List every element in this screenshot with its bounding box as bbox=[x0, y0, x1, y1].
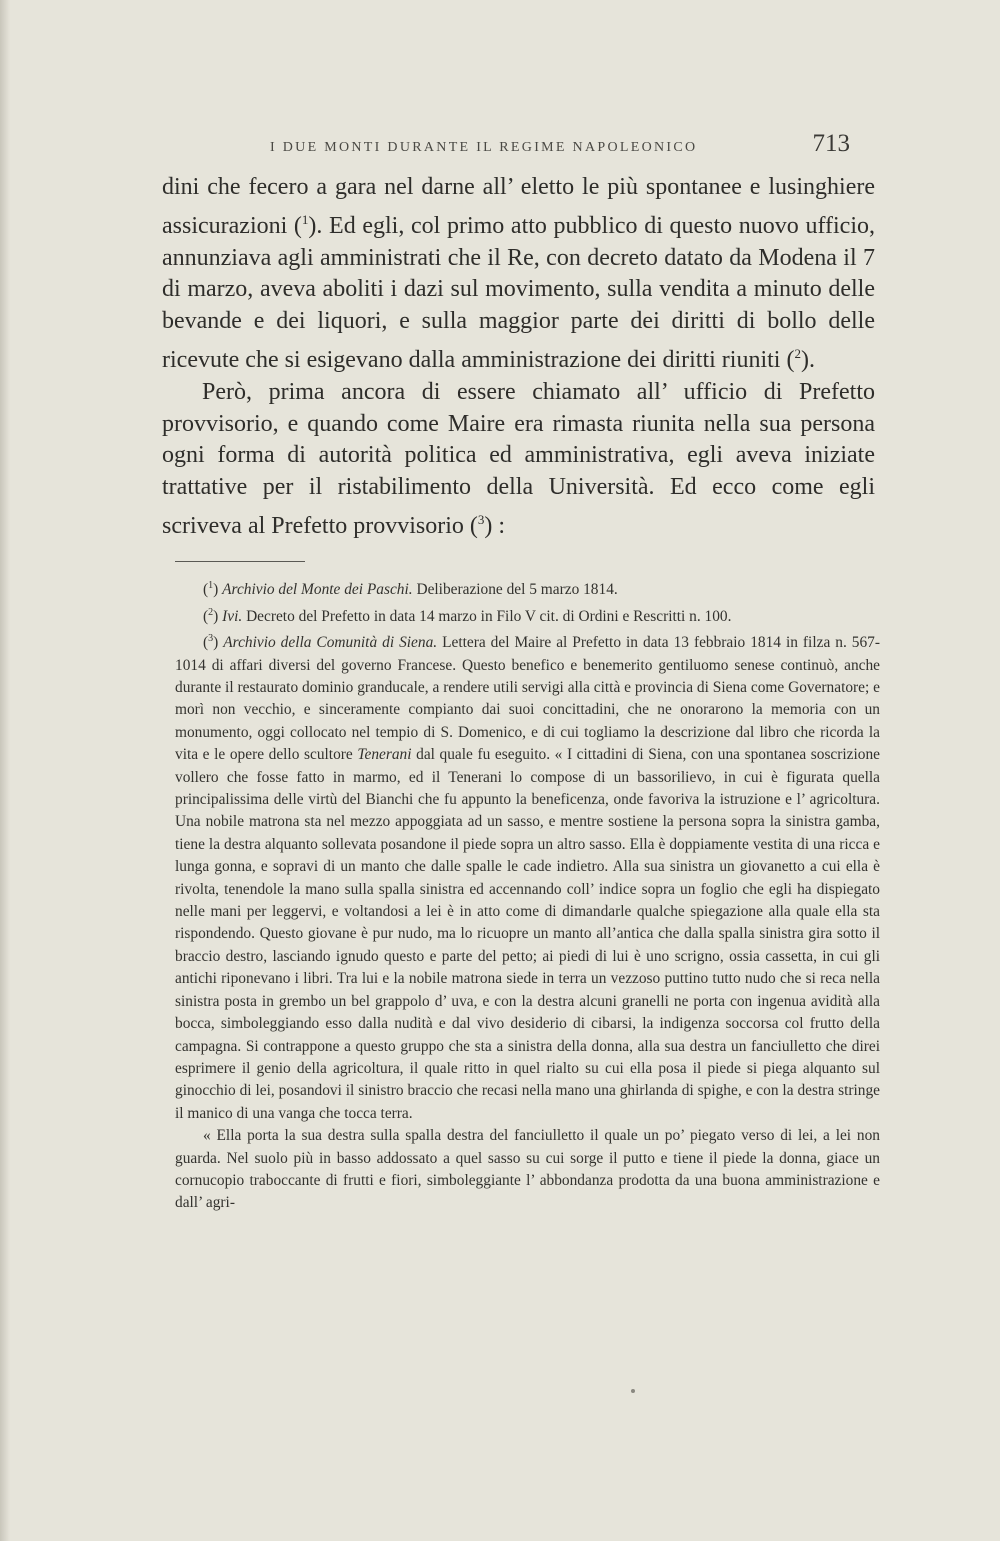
footnote-1: ($^1$) Archivio del Monte dei Paschi. Deliberazione del 5 marzo 1814. bbox=[203, 580, 618, 599]
footnote-3-text-a: Lettera del Maire al Prefetto in data 13 febbraio 1814 in filza n. 567-1014 di affari diversi del governo Francese. Questo benefico e benemerito gentiluomo senese continuò, anche durante il restaurato dominio granducale, a rendere utili servigi alla città e provincia di Siena come Governatore; e morì non vecchio, e sinceramente compianto dai suoi concittadini, che ne onorarono la memoria con un monumento, oggi collocato nel tempio di S. Domenico, e di cui togliamo la descrizione dal libro che ricorda la vita e le opere dello scultore bbox=[175, 634, 880, 764]
footnote-1-source: Archivio del Monte dei Paschi. bbox=[222, 581, 413, 599]
footnotes bbox=[175, 575, 880, 1215]
paragraph-1-part-a: dini che fecero a gara nel darne all’ eletto le più spontanee e lusinghiere assicurazioni ( bbox=[162, 174, 875, 239]
paper-speck bbox=[631, 1389, 635, 1393]
paragraph-1-part-c: ). bbox=[800, 346, 815, 373]
paragraph-2-part-b: ) : bbox=[484, 512, 506, 539]
paragraph-2 bbox=[162, 377, 875, 543]
footnote-ref-3: 3 bbox=[477, 511, 485, 527]
page-number: 713 bbox=[812, 130, 850, 157]
page-header bbox=[160, 128, 900, 168]
paragraph-2-part-a: Però, prima ancora di essere chiamato all’ ufficio di Prefetto provvisorio, e quando come Maire era rimasta riunita nella sua persona ogni forma di autorità politica ed amministrativa, egli aveva iniziate trattative per il ristabilimento della Università. Ed ecco come egli scriveva al Prefetto provvisorio ( bbox=[162, 378, 875, 539]
running-title: I DUE MONTI DURANTE IL REGIME NAPOLEONICO bbox=[270, 140, 698, 155]
page-binding-edge bbox=[0, 0, 10, 1541]
paragraph-1 bbox=[162, 172, 875, 377]
footnote-3-sculptor: Tenerani bbox=[357, 746, 412, 764]
footnote-2-text: Decreto del Prefetto in data 14 marzo in Filo V cit. di Ordini e Rescritti n. 100. bbox=[242, 607, 732, 625]
footnote-3-text-b: dal quale fu eseguito. « I cittadini di Siena, con una spontanea soscrizione vollero che fosse fatto in marmo, ed il Tenerani lo compose di un bassorilievo, in cui è figurata quella principalissima delle virtù del Bianchi che fu appunto la beneficenza, onde favoriva la istruzione e l’ agricoltura. Una nobile matrona sta nel mezzo appoggiata ad un sasso, e mentre sostiene la persona sopra la sinistra gamba, tiene la destra alquanto sollevata posandone il piede sopra un altro sasso. Ella è doppiamente vestita di una ricca e lunga gonna, e sopravi di un manto che dalle spalle le cade indietro. Alla sua sinistra un giovanetto a cui ella è rivolta, tenendole la mano sulla spalla sinistra ed accennando coll’ indice sopra un foglio che egli ha dispiegato nelle mani per leggervi, e voltandosi a lei è in atto come di dimandarle qualche spiegazione alla quale ella sta rispondendo. Questo giovane è pur nudo, ma lo ricuopre un manto all’antica che dalla spalla sinistra gira sotto il braccio destro, lasciando ignudo questo e parte del petto; ai piedi di lui è uno scrigno, ossia cassetta, in cui gli antichi riponevano i libri. Tra lui e la nobile matrona siede in terra un vezzoso puttino tutto nudo che si reca nella sinistra posta in grembo un bel grappolo d’ uva, e con la destra alcuni granelli ne porta con ingenua avidità alla bocca, simboleggiando esso dalla nudità e dal vivo desiderio di cibarsi, la indigenza soccorsa col frutto della campagna. Si contrappone a questo gruppo che sta a sinistra della donna, alla sua destra un fanciulletto che direi esprimere il genio della agricoltura, il quale ritto in quel rialto su cui ella posa il piede si piega alquanto sul ginocchio di lei, posandovi il sinistro braccio che recasi nella mano una ghirlanda di spighe, e con la destra stringe il manico di una vanga che tocca terra. bbox=[175, 746, 880, 1122]
footnote-1-text: Deliberazione del 5 marzo 1814. bbox=[412, 581, 618, 599]
footnote-3: ($^3$) Archivio della Comunità di Siena. Lettera del Maire al Prefetto in data 13 febbraio 1814 in filza n. 567-1014 di affari diversi del governo Francese. Questo benefico e benemerito gentiluomo senese continuò, anche durante il restaurato dominio granducale, a rendere utili servigi alla città e provincia di Siena come Governatore; e morì non vecchio, e sinceramente compianto dai suoi concittadini, che ne onorarono la memoria con un monumento, oggi collocato nel tempio di S. Domenico, e di cui togliamo la descrizione dal libro che ricorda la vita e le opere dello scultore Tenerani dal quale fu eseguito. « I cittadini di Siena, con una spontanea soscrizione vollero che fosse fatto in marmo, ed il Tenerani lo compose di un bassorilievo, in cui è figurata quella principalissima delle virtù del Bianchi che fu appunto la beneficenza, onde favoriva la istruzione e l’ agricoltura. Una nobile matrona sta nel mezzo appoggiata ad un sasso, e mentre sostiene la persona sopra la sinistra gamba, tiene la destra alquanto sollevata posandone il piede sopra un altro sasso. Ella è doppiamente vestita di una ricca e lunga gonna, e sopravi di un manto che dalle spalle le cade indietro. Alla sua sinistra un giovanetto a cui ella è rivolta, tenendole la mano sulla spalla sinistra ed accennando coll’ indice sopra un foglio che egli ha dispiegato nelle mani per leggervi, e voltandosi a lei è in atto come di dimandarle qualche spiegazione alla quale ella sta rispondendo. Questo giovane è pur nudo, ma lo ricuopre un manto all’antica che dalla spalla sinistra gira sotto il braccio destro, lasciando ignudo questo e parte del petto; ai piedi di lui è uno scrigno, ossia cassetta, in cui gli antichi riponevano i libri. Tra lui e la nobile matrona siede in terra un vezzoso puttino tutto nudo che si reca nella sinistra posta in grembo un bel grappolo d’ uva, e con la destra alcuni granelli ne porta con ingenua avidità alla bocca, simboleggiando esso dalla nudità e dal vivo desiderio di cibarsi, la indigenza soccorsa col frutto della campagna. Si contrappone a questo gruppo che sta a sinistra della donna, alla sua destra un fanciulletto che direi esprimere il genio della agricoltura, il quale ritto in quel rialto su cui ella posa il piede si piega alquanto sul ginocchio di lei, posandovi il sinistro braccio che recasi nella mano una ghirlanda di spighe, e con la destra stringe il manico di una vanga che tocca terra. bbox=[175, 633, 880, 1122]
paragraph-1-part-b: ). Ed egli, col primo atto pubblico di questo nuovo ufficio, annunziava agli amministrati che il Re, con decreto datato da Modena il 7 di marzo, aveva aboliti i dazi sul movimento, sulla vendita a minuto delle bevande e dei liquori, e sulla maggior parte dei diritti di bollo delle ricevute che si esigevano dalla amministrazione dei diritti riuniti ( bbox=[162, 212, 875, 373]
footnote-ref-1: 1 bbox=[301, 211, 309, 227]
main-text bbox=[162, 172, 875, 543]
footnote-1-mark: 1 bbox=[208, 580, 214, 591]
footnote-3-continuation: « Ella porta la sua destra sulla spalla destra del fanciulletto il quale un po’ piegato verso di lei, a lei non guarda. Nel suolo più in basso addossato a quel sasso su cui sorge il putto e tiene il piede la donna, giace un cornucopio traboccante di frutti e fiori, simboleggiante l’ abbondanza prodotta da una buona amministrazione e dall’ agri- bbox=[175, 1127, 880, 1212]
footnote-ref-2: 2 bbox=[794, 345, 801, 361]
footnote-2-source: Ivi. bbox=[222, 607, 243, 625]
footnote-3-mark: 3 bbox=[208, 633, 214, 645]
footnote-2-mark: 2 bbox=[208, 606, 214, 618]
footnote-3-source: Archivio della Comunità di Siena. bbox=[223, 634, 438, 652]
footnote-separator bbox=[175, 561, 305, 562]
footnote-2: ($^2$) Ivi. Decreto del Prefetto in data 14 marzo in Filo V cit. di Ordini e Rescritti n. 100. bbox=[203, 606, 732, 625]
